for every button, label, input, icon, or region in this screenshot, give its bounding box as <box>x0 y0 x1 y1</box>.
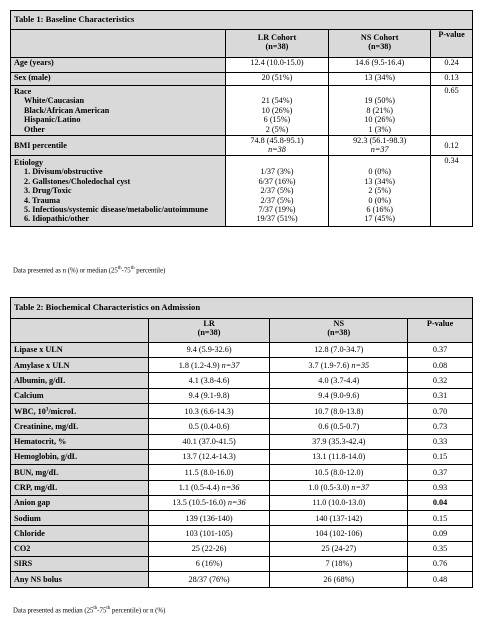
ns-value: 4.0 (3.7-4.4) <box>270 373 408 388</box>
ns-value: 25 (24-27) <box>270 541 408 556</box>
table2-header-row <box>11 318 473 342</box>
table-row <box>11 541 473 556</box>
ns-value: 1.0 (0.5-3.0) n=37 <box>270 480 408 495</box>
table-row-bmi <box>11 135 473 155</box>
p-value: 0.34 <box>431 155 473 226</box>
row-label: Anion gap <box>11 495 149 510</box>
row-label: Albumin, g/dL <box>11 373 149 388</box>
ns-value: 13 (34%) <box>329 72 431 85</box>
lr-value: 0.5 (0.4-0.6) <box>148 419 270 434</box>
ns-value: 140 (137-142) <box>270 511 408 526</box>
table-row <box>11 495 473 510</box>
table1-footnote: Data presented as n (%) or median (25th-75th percentile) <box>13 266 166 275</box>
ns-value: 10.7 (8.0-13.8) <box>270 404 408 419</box>
ns-value: 3.7 (1.9-7.6) n=35 <box>270 358 408 373</box>
p-value: 0.70 <box>408 404 473 419</box>
lr-value: 6 (16%) <box>148 557 270 572</box>
list-item: Black/African American <box>24 105 110 115</box>
table-row <box>11 342 473 357</box>
lr-value: 13.7 (12.4-14.3) <box>148 449 270 464</box>
table-row <box>11 449 473 464</box>
p-value: 0.48 <box>408 572 473 587</box>
table-row <box>11 72 473 85</box>
p-value: 0.15 <box>408 511 473 526</box>
table-row <box>11 373 473 388</box>
lr-value: 11.5 (8.0-16.0) <box>148 465 270 480</box>
ns-value: 12.8 (7.0-34.7) <box>270 342 408 357</box>
table2-header-pvalue: P-value <box>408 318 473 342</box>
lr-value: 74.8 (45.8-95.1) n=38 <box>225 135 329 155</box>
ns-value: 104 (102-106) <box>270 526 408 541</box>
table-row <box>11 572 473 587</box>
p-value: 0.24 <box>431 57 473 72</box>
race-ns-values: 19 (50%) 8 (21%) 10 (26%) 1 (3%) <box>329 85 431 135</box>
p-value: 0.04 <box>408 495 473 510</box>
p-value: 0.93 <box>408 480 473 495</box>
table2-title: Table 2: Biochemical Characteristics on Admission <box>11 298 473 319</box>
lr-value: 9.4 (5.9-32.6) <box>148 342 270 357</box>
table1-header-row <box>11 29 473 57</box>
etiology-heading: Etiology <box>14 157 44 167</box>
p-value: 0.33 <box>408 434 473 449</box>
ns-value: 10.5 (8.0-12.0) <box>270 465 408 480</box>
lr-value: 40.1 (37.0-41.5) <box>148 434 270 449</box>
lr-value: 12.4 (10.0-15.0) <box>225 57 329 72</box>
ns-value: 7 (18%) <box>270 557 408 572</box>
p-value: 0.09 <box>408 526 473 541</box>
row-label: CO2 <box>11 541 149 556</box>
lr-value: 10.3 (6.6-14.3) <box>148 404 270 419</box>
table2-header-ns: NS (n=38) <box>270 318 408 342</box>
row-label: Creatinine, mg/dL <box>11 419 149 434</box>
table1-header-ns: NS Cohort (n=38) <box>329 29 431 57</box>
row-label: Chloride <box>11 526 149 541</box>
race-lr-values: 21 (54%) 10 (26%) 6 (15%) 2 (5%) <box>225 85 329 135</box>
table2-body <box>11 342 473 587</box>
table-row <box>11 388 473 403</box>
p-value: 0.12 <box>431 135 473 155</box>
ns-value: 9.4 (9.0-9.6) <box>270 388 408 403</box>
row-label: Amylase x ULN <box>11 358 149 373</box>
table-row <box>11 358 473 373</box>
table-row <box>11 404 473 419</box>
row-label: Any NS bolus <box>11 572 149 587</box>
p-value: 0.37 <box>408 465 473 480</box>
list-item: 1. Divisum/obstructive <box>24 167 103 177</box>
table2-footnote: Data presented as median (25th-75th percentile) or n (%) <box>13 606 166 615</box>
etiology-lr-values: 1/37 (3%) 6/37 (16%) 2/37 (5%) 2/37 (5%) 7/37 (19%) 19/37 (51%) <box>225 155 329 226</box>
table2-header-lr: LR (n=38) <box>148 318 270 342</box>
p-value: 0.31 <box>408 388 473 403</box>
list-item: 4. Trauma <box>24 195 61 205</box>
row-label: BMI percentile <box>11 135 226 155</box>
list-item: White/Caucasian <box>24 96 85 106</box>
ns-value: 26 (68%) <box>270 572 408 587</box>
table-row-etiology <box>11 155 473 226</box>
ns-value: 11.0 (10.0-13.0) <box>270 495 408 510</box>
lr-value: 28/37 (76%) <box>148 572 270 587</box>
ns-value: 0.6 (0.5-0.7) <box>270 419 408 434</box>
lr-value: 20 (51%) <box>225 72 329 85</box>
row-label: Hematocrit, % <box>11 434 149 449</box>
row-label: Age (years) <box>11 57 226 72</box>
row-label: SIRS <box>11 557 149 572</box>
table-row <box>11 465 473 480</box>
lr-value: 1.8 (1.2-4.9) n=37 <box>148 358 270 373</box>
race-heading: Race <box>14 86 32 96</box>
ns-value: 92.3 (56.1-98.3) n=37 <box>329 135 431 155</box>
table1-title: Table 1: Baseline Characteristics <box>11 11 473 30</box>
list-item: Hispanic/Latino <box>24 115 81 125</box>
p-value: 0.35 <box>408 541 473 556</box>
list-item: Other <box>24 124 45 134</box>
p-value: 0.37 <box>408 342 473 357</box>
table-row <box>11 57 473 72</box>
p-value: 0.76 <box>408 557 473 572</box>
row-label: BUN, mg/dL <box>11 465 149 480</box>
row-label: Hemoglobin, g/dL <box>11 449 149 464</box>
p-value: 0.08 <box>408 358 473 373</box>
lr-value: 103 (101-105) <box>148 526 270 541</box>
lr-value: 4.1 (3.8-4.6) <box>148 373 270 388</box>
row-label: Sex (male) <box>11 72 226 85</box>
table1-header-pvalue: P-value <box>431 29 473 57</box>
row-label: Lipase x ULN <box>11 342 149 357</box>
lr-value: 9.4 (9.1-9.8) <box>148 388 270 403</box>
table-row <box>11 526 473 541</box>
table-row <box>11 419 473 434</box>
baseline-characteristics-table <box>10 10 473 227</box>
biochemical-characteristics-table <box>10 297 473 588</box>
list-item: 3. Drug/Toxic <box>24 186 72 196</box>
ns-value: 13.1 (11.8-14.0) <box>270 449 408 464</box>
ns-value: 14.6 (9.5-16.4) <box>329 57 431 72</box>
row-label: Sodium <box>11 511 149 526</box>
table1-header-lr: LR Cohort (n=38) <box>225 29 329 57</box>
row-label: CRP, mg/dL <box>11 480 149 495</box>
p-value: 0.73 <box>408 419 473 434</box>
table-row-race <box>11 85 473 135</box>
p-value: 0.65 <box>431 85 473 135</box>
table-row <box>11 480 473 495</box>
etiology-labels <box>11 155 226 226</box>
table-row <box>11 434 473 449</box>
lr-value: 1.1 (0.5-4.4) n=36 <box>148 480 270 495</box>
p-value: 0.13 <box>431 72 473 85</box>
race-labels <box>11 85 226 135</box>
ns-value: 37.9 (35.3-42.4) <box>270 434 408 449</box>
row-label: Calcium <box>11 388 149 403</box>
list-item: 5. Infectious/systemic disease/metabolic/autoimmune <box>24 204 208 214</box>
table-row <box>11 557 473 572</box>
p-value: 0.32 <box>408 373 473 388</box>
lr-value: 139 (136-140) <box>148 511 270 526</box>
table-row <box>11 511 473 526</box>
etiology-ns-values: 0 (0%) 13 (34%) 2 (5%) 0 (0%) 6 (16%) 17 (45%) <box>329 155 431 226</box>
lr-value: 25 (22-26) <box>148 541 270 556</box>
row-label: WBC, $10^3$/microL <box>11 404 149 419</box>
list-item: 2. Gallstones/Choledochal cyst <box>24 176 131 186</box>
lr-value: 13.5 (10.5-16.0) n=36 <box>148 495 270 510</box>
p-value: 0.15 <box>408 449 473 464</box>
list-item: 6. Idiopathic/other <box>24 214 90 224</box>
